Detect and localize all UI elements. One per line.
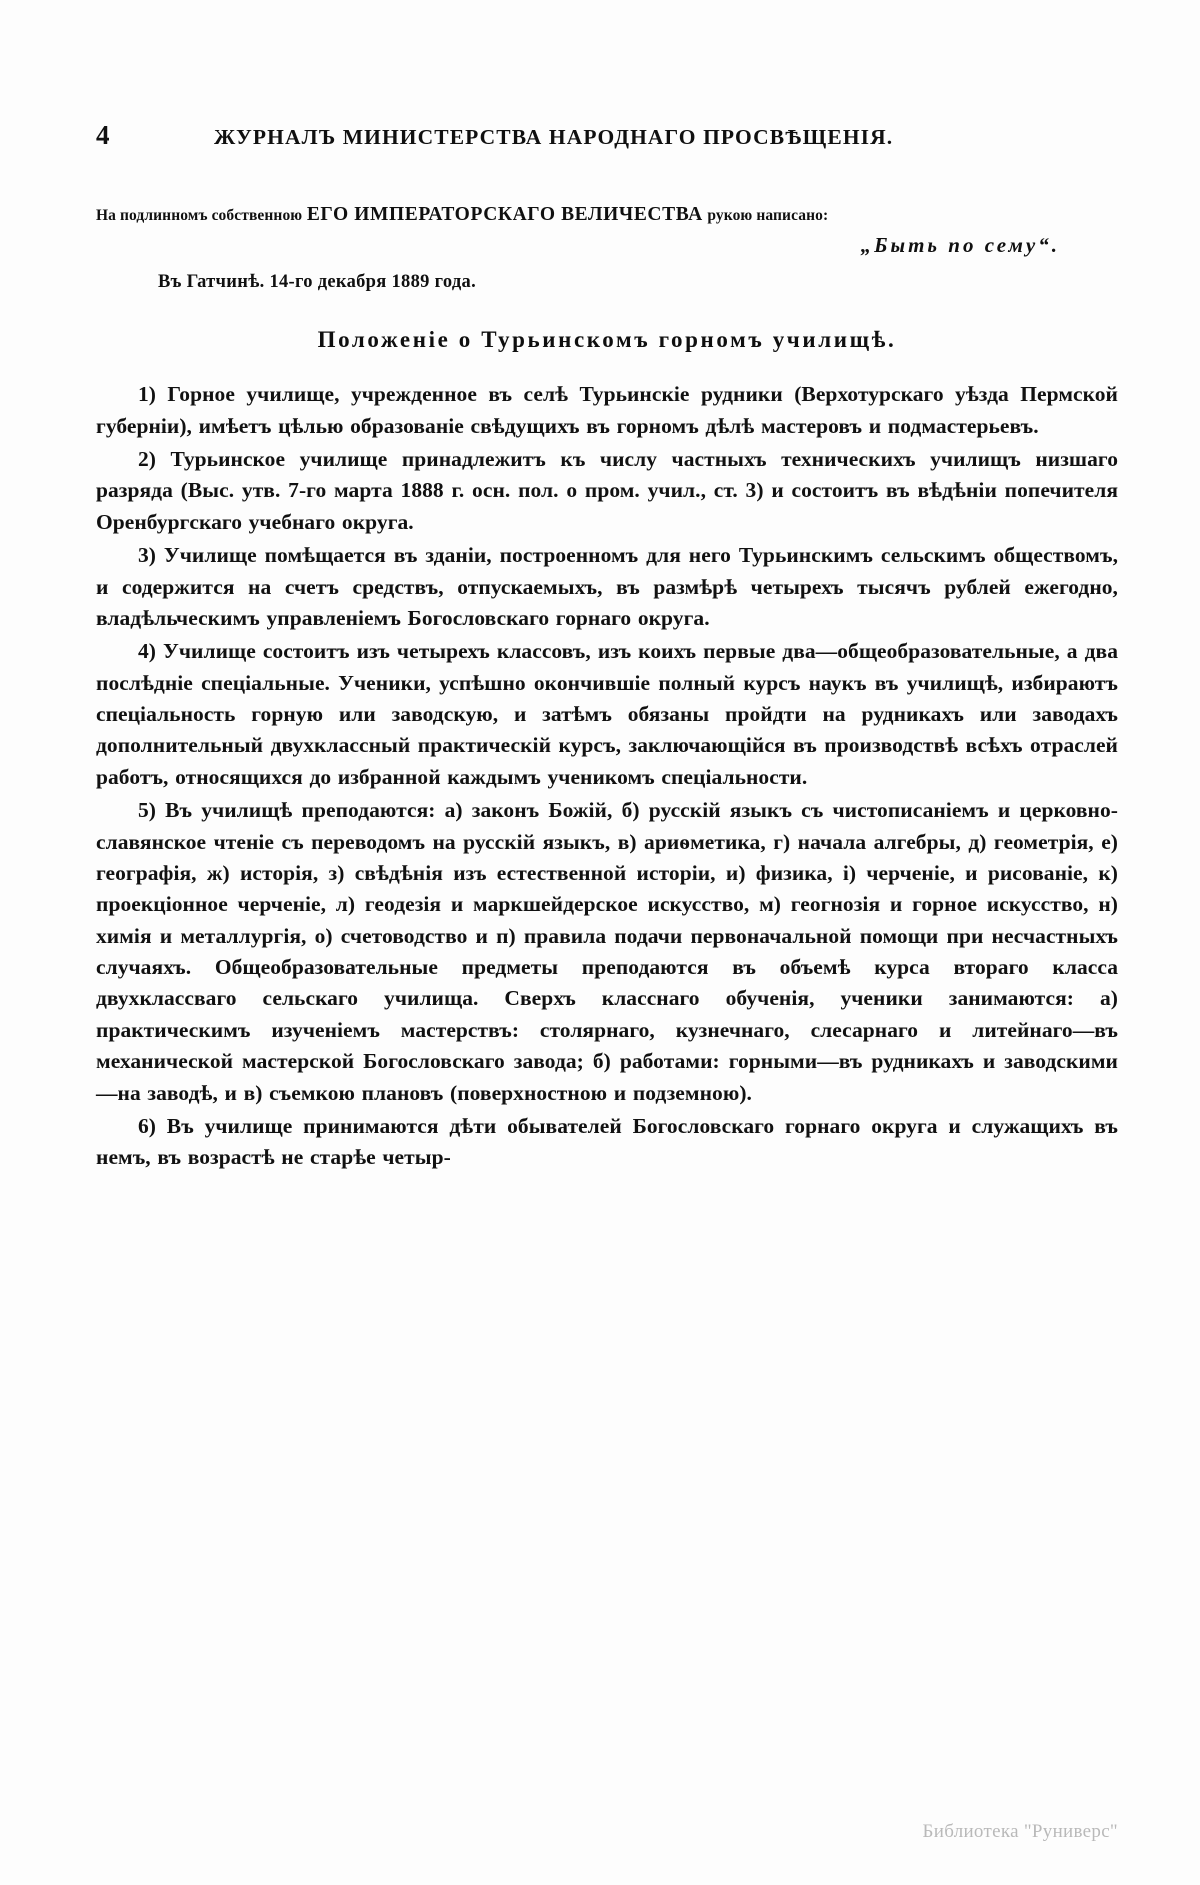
imperial-resolution: „Быть по сему“. (860, 233, 1060, 258)
inscription-majesty: ЕГО ИМПЕРАТОРСКАГО ВЕЛИЧЕСТВА (306, 204, 703, 225)
page-number: 4 (96, 120, 110, 150)
inscription-tail: рукою написано: (707, 207, 829, 224)
scanned-text-block (96, 120, 1118, 1780)
page-header (96, 120, 1118, 164)
running-title: ЖУРНАЛЪ МИНИСТЕРСТВА НАРОДНАГО ПРОСВѢЩЕНІЯ. (214, 125, 894, 149)
paragraph-4: 4) Училище состоитъ изъ четырехъ классовъ, изъ коихъ первые два—общеобразовательные, а два послѣдніе спеціальные. Ученики, успѣшно окончившіе полный курсъ наукъ въ училищѣ, избираютъ спеціальность горную или заводскую, и затѣмъ обязаны пройдти на рудникахъ или заводахъ дополнительный двухклассный практическій курсъ, заключающійся въ производствѣ всѣхъ отраслей работъ, относящихся до избранной каждымъ ученикомъ спеціальности. (96, 639, 1118, 789)
place-and-date: Въ Гатчинѣ. 14-го декабря 1889 года. (158, 272, 477, 293)
paragraph-6: 6) Въ училище принимаются дѣти обывателей Богословскаго горнаго округа и служащихъ въ немъ, въ возрастѣ не старѣе четыр- (96, 1113, 1118, 1170)
paragraph-1: 1) Горное училище, учрежденное въ селѣ Турьинскіе рудники (Верхотурскаго уѣзда Пермской губерніи), имѣетъ цѣлью образованіе свѣдущихъ въ горномъ дѣлѣ мастеровъ и подмастерьевъ. (96, 382, 1118, 438)
paragraph-2: 2) Турьинское училище принадлежитъ къ числу частныхъ техническихъ училищъ низшаго разряда (Выс. утв. 7-го марта 1888 г. осн. пол. о пром. учил., ст. 3) и состоитъ въ вѣдѣніи попечителя Оренбургскаго учебнаго округа. (96, 447, 1118, 534)
paragraph-5: 5) Въ училищѣ преподаются: а) законъ Божій, б) русскій языкъ съ чистописаніемъ и церковно-славянское чтеніе съ переводомъ на русскій языкъ, в) ариѳметика, г) начала алгебры, д) геометрія, е) географія, ж) исторія, з) свѣдѣнія изъ естественной исторіи, и) физика, і) черченіе, и рисованіе, к) проекціонное черченіе, л) геодезія и маркшейдерское искусство, м) геогнозія и горное искусство, н) химія и металлургія, о) счетоводство и п) правила подачи первоначальной помощи при несчастныхъ случаяхъ. Общеобразовательные предметы преподаются въ объемѣ курса втораго класса двухклассваго сельскаго училища. Сверхъ класснаго обученія, ученики занимаются: а) практическимъ изученіемъ мастерствъ: столярнаго, кузнечнаго, слесарнаго и литейнаго—въ механической мастерской Богословскаго завода; б) работами: горными—въ рудникахъ и заводскими—на заводѣ, и в) съемкою плановъ (поверхностною и подземною). (96, 798, 1118, 1105)
imperial-inscription (96, 202, 1118, 227)
library-credit: Библиотека "Руниверс" (922, 1821, 1118, 1842)
paragraph-3: 3) Училище помѣщается въ зданіи, построенномъ для него Турьинскимъ сельскимъ обществомъ, и содержится на счетъ средствъ, отпускаемыхъ, въ размѣрѣ четырехъ тысячъ рублей ежегодно, владѣльческимъ управленіемъ Богословскаго горнаго округа. (96, 543, 1118, 630)
section-heading: Положеніе о Турьинскомъ горномъ училищѣ. (317, 327, 897, 353)
inscription-lead: На подлинномъ собственною (96, 207, 303, 224)
